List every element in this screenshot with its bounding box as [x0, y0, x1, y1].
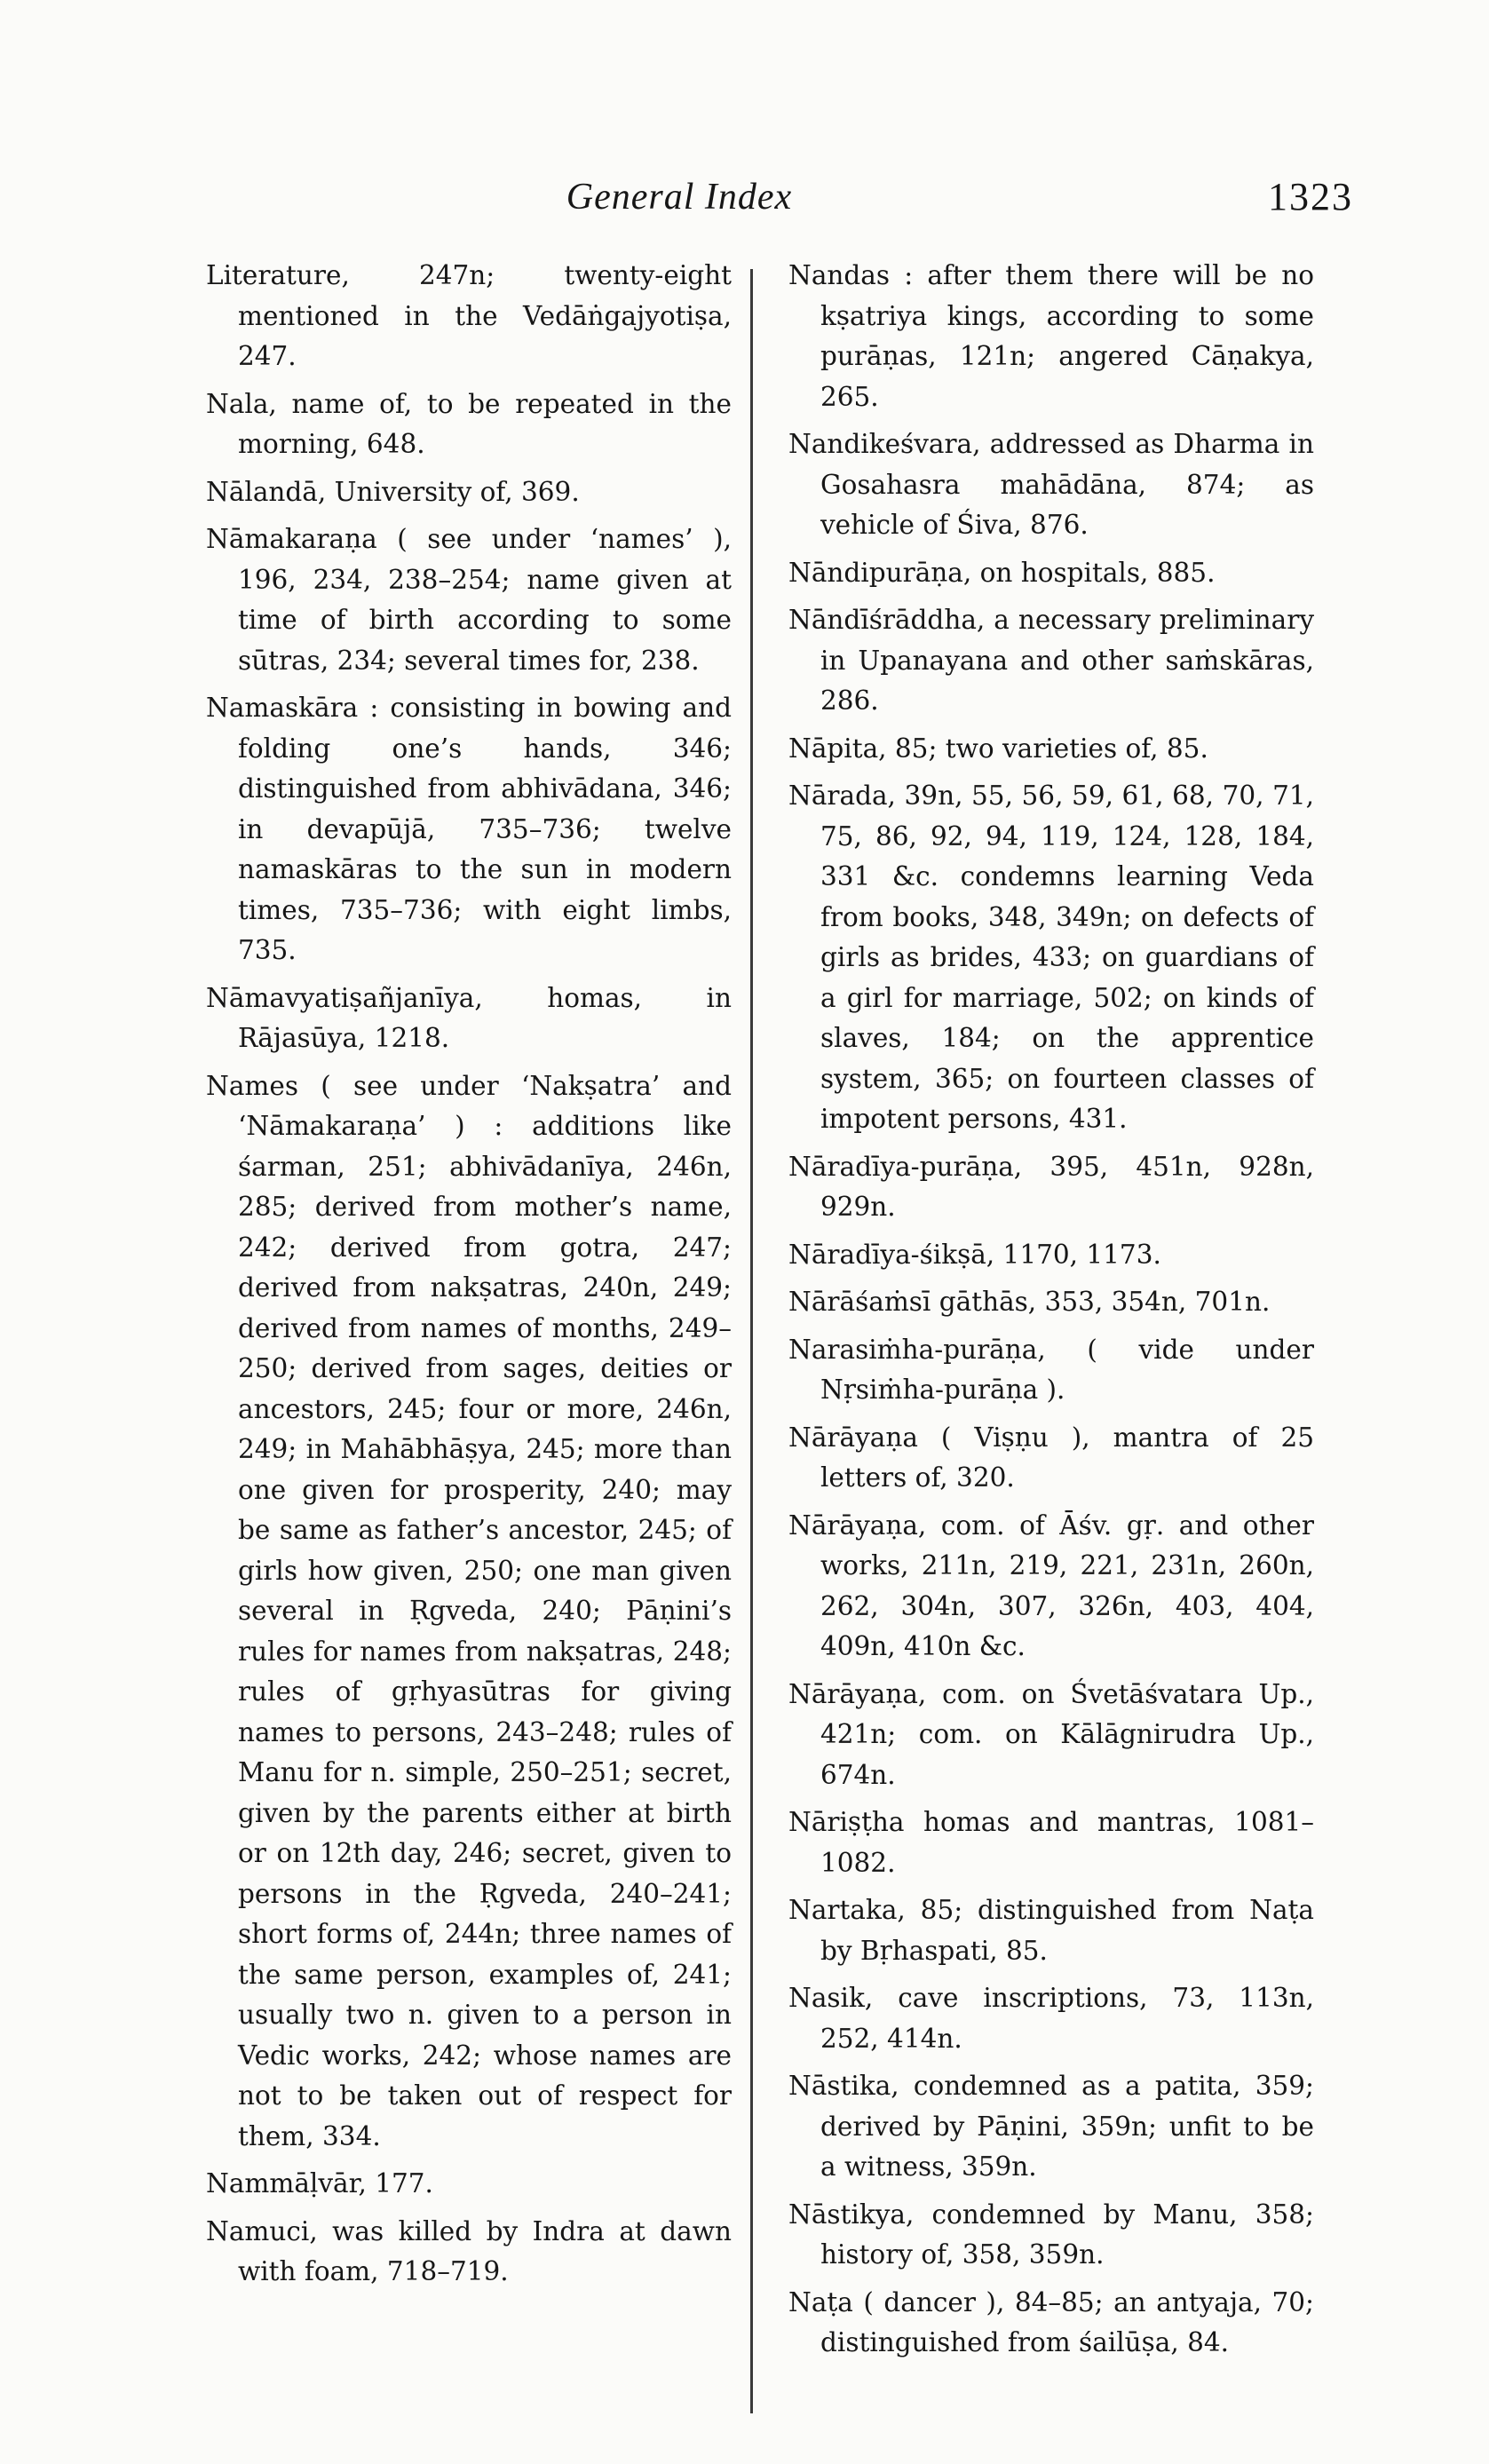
index-entry: Nārāyaṇa ( Viṣṇu ), mantra of 25 letters of, 320.	[788, 1422, 1314, 1493]
index-entry: Nammāḷvār, 177.	[206, 2168, 433, 2199]
index-column-left	[206, 256, 732, 2300]
index-entry: Nārāśaṁsī gāthās, 353, 354n, 701n.	[788, 1287, 1271, 1317]
index-entry: Nārada, 39n, 55, 56, 59, 61, 68, 70, 71, 75, 86, 92, 94, 119, 124, 128, 184, 331 &c. condemns learning Veda from books, 348, 349n; on defects of girls as brides, 433; on guardians of a girl for marriage, 502; on kinds of slaves, 184; on the apprentice system, 365; on fourteen classes of impotent persons, 431.	[788, 780, 1314, 1134]
running-header-title: General Index	[566, 177, 793, 218]
index-entry: Narasiṁha-purāṇa, ( vide under Nṛsiṁha-purāṇa ).	[788, 1334, 1314, 1405]
index-entry: Nārāyaṇa, com. of Āśv. gṛ. and other works, 211n, 219, 221, 231n, 260n, 262, 304n, 307, 326n, 403, 404, 409n, 410n &c.	[788, 1509, 1314, 1661]
index-entry: Nasik, cave inscriptions, 73, 113n, 252, 414n.	[788, 1983, 1314, 2054]
index-entry: Nāriṣṭha homas and mantras, 1081–1082.	[788, 1807, 1314, 1878]
index-entry: Nāstika, condemned as a patita, 359; derived by Pāṇini, 359n; unfit to be a witness, 359n.	[788, 2071, 1314, 2182]
index-entry: Nāpita, 85; two varieties of, 85.	[788, 733, 1208, 764]
index-entry: Nartaka, 85; distinguished from Naṭa by Bṛhaspati, 85.	[788, 1895, 1314, 1966]
index-column-right	[788, 256, 1314, 2371]
index-entry: Nāndipurāṇa, on hospitals, 885.	[788, 557, 1216, 588]
index-entry: Nandikeśvara, addressed as Dharma in Gosahasra mahādāna, 874; as vehicle of Śiva, 876.	[788, 429, 1314, 540]
index-entry: Nāmavyatiṣañjanīya, homas, in Rājasūya, 1218.	[206, 982, 732, 1053]
index-entry: Nāndīśrāddha, a necessary preliminary in Upanayana and other saṁskāras, 286.	[788, 605, 1314, 716]
index-entry: Nārāyaṇa, com. on Śvetāśvatara Up., 421n; com. on Kālāgnirudra Up., 674n.	[788, 1678, 1314, 1790]
index-entry: Nala, name of, to be repeated in the morning, 648.	[206, 388, 732, 459]
index-entry: Nandas : after them there will be no kṣatriya kings, according to some purāṇas, 121n; angered Cāṇakya, 265.	[788, 260, 1314, 412]
index-entry: Nālandā, University of, 369.	[206, 476, 580, 507]
index-entry: Namuci, was killed by Indra at dawn with foam, 718–719.	[206, 2215, 732, 2286]
index-entry: Nāradīya-śikṣā, 1170, 1173.	[788, 1239, 1161, 1270]
index-entry: Literature, 247n; twenty-eight mentioned in the Vedāṅgajyotiṣa, 247.	[206, 260, 732, 371]
page-number: 1323	[1268, 175, 1353, 218]
index-entry: Names ( see under ‘Nakṣatra’ and ‘Nāmakaraṇa’ ) : additions like śarman, 251; abhivādanīya, 246n, 285; derived from mother’s name, 242; derived from gotra, 247; derived from nakṣatras, 240n, 249; derived from names of months, 249–250; derived from sages, deities or ancestors, 245; four or more, 246n, 249; in Mahābhāṣya, 245; more than one given for prosperity, 240; may be same as father’s ancestor, 245; of girls how given, 250; one man given several in Ṛgveda, 240; Pāṇini’s rules for names from nakṣatras, 248; rules of gṛhyasūtras for giving names to persons, 243–248; rules of Manu for n. simple, 250–251; secret, given by the parents either at birth or on 12th day, 246; secret, given to persons in the Ṛgveda, 240–241; short forms of, 244n; three names of the same person, examples of, 241; usually two n. given to a person in Vedic works, 242; whose names are not to be taken out of respect for them, 334.	[206, 1070, 732, 2151]
index-entry: Namaskāra : consisting in bowing and folding one’s hands, 346; distinguished from abhivādana, 346; in devapūjā, 735–736; twelve namaskāras to the sun in modern times, 735–736; with eight limbs, 735.	[206, 693, 732, 965]
index-entry: Naṭa ( dancer ), 84–85; an antyaja, 70; distinguished from śailūṣa, 84.	[788, 2286, 1314, 2357]
index-entry: Nāmakaraṇa ( see under ‘names’ ), 196, 234, 238–254; name given at time of birth according to some sūtras, 234; several times for, 238.	[206, 524, 732, 676]
index-entry: Nāstikya, condemned by Manu, 358; history of, 358, 359n.	[788, 2199, 1314, 2270]
column-divider	[750, 269, 753, 2413]
index-entry: Nāradīya-purāṇa, 395, 451n, 928n, 929n.	[788, 1151, 1314, 1222]
